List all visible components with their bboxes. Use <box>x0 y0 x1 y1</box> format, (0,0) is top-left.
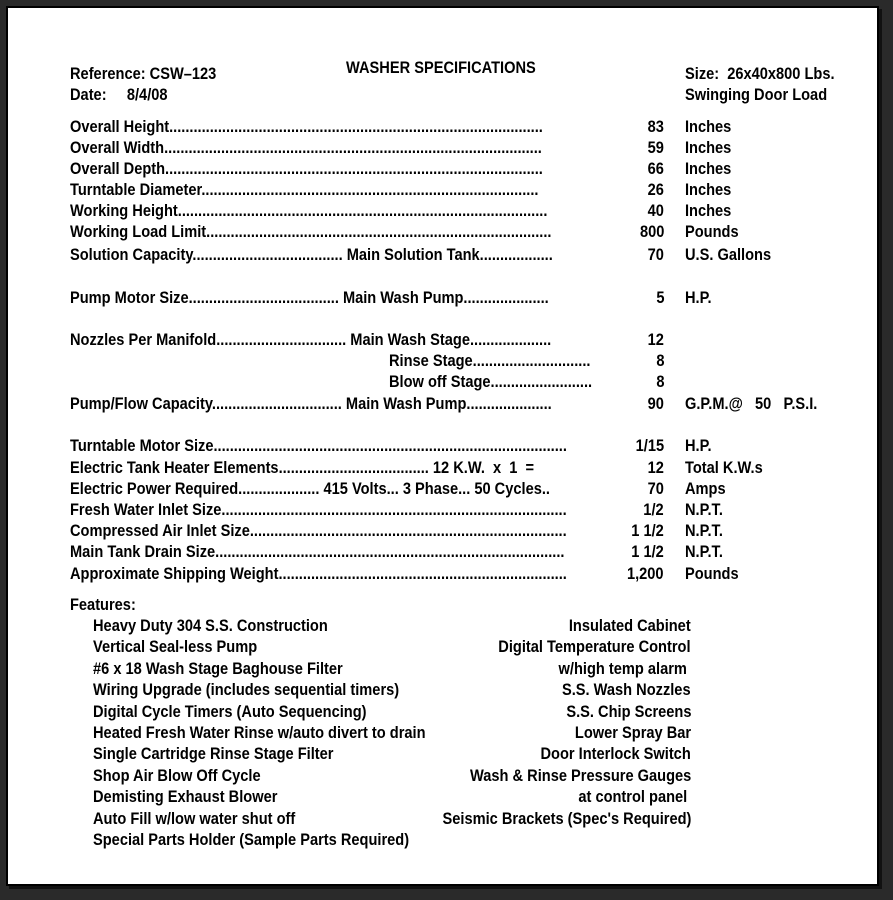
spec-unit: Amps <box>685 479 726 498</box>
spec-unit: G.P.M.@ 50 P.S.I. <box>685 394 818 413</box>
spec-value: 70 <box>647 245 664 264</box>
spec-label: Overall Width............................................................................................. <box>70 138 542 157</box>
spec-label: Fresh Water Inlet Size..................................................................................... <box>70 500 567 519</box>
feature-item: Wiring Upgrade (includes sequential timers) <box>93 680 400 700</box>
feature-item-right: S.S. Chip Screens <box>565 701 691 721</box>
feature-item: Auto Fill w/low water shut off <box>93 808 296 828</box>
spec-unit: N.P.T. <box>685 500 723 519</box>
feature-item-right: Digital Temperature Control <box>498 637 691 657</box>
spec-unit: N.P.T. <box>685 542 723 561</box>
spec-value: 70 <box>647 479 664 498</box>
feature-item-right: Seismic Brackets (Spec's Required) <box>442 808 691 828</box>
spec-value: 1,200 <box>627 564 664 583</box>
spec-label: Working Load Limit..................................................................................... <box>70 222 552 241</box>
feature-item-right: S.S. Wash Nozzles <box>562 680 691 700</box>
spec-label: Turntable Motor Size....................................................................................... <box>70 436 567 455</box>
spec-value: 59 <box>647 138 664 157</box>
feature-item: Vertical Seal-less Pump <box>93 637 258 657</box>
size: Size: 26x40x800 Lbs. <box>685 64 835 83</box>
feature-item: #6 x 18 Wash Stage Baghouse Filter <box>93 658 343 678</box>
spec-value: 83 <box>647 117 664 136</box>
feature-item: Special Parts Holder (Sample Parts Required) <box>93 830 410 849</box>
spec-unit: Pounds <box>685 564 739 583</box>
spec-label: Nozzles Per Manifold................................ Main Wash Stage.................... <box>70 330 552 349</box>
spec-label: Pump Motor Size..................................... Main Wash Pump..................... <box>70 288 549 307</box>
feature-item-right: at control panel <box>578 787 691 807</box>
spec-label: Compressed Air Inlet Size.............................................................................. <box>70 521 567 540</box>
spec-value: 1 1/2 <box>631 521 664 540</box>
feature-item-right: Insulated Cabinet <box>569 616 691 635</box>
reference: Reference: CSW–123 <box>70 64 217 83</box>
spec-label: Pump/Flow Capacity................................ Main Wash Pump..................... <box>70 394 552 413</box>
spec-label: Solution Capacity..................................... Main Solution Tank.................. <box>70 245 553 264</box>
spec-value: 800 <box>639 222 664 241</box>
spec-label: Overall Depth............................................................................................. <box>70 159 543 178</box>
spec-value: 40 <box>647 201 664 220</box>
spec-value: 8 <box>655 372 664 391</box>
page-title: WASHER SPECIFICATIONS <box>346 58 536 77</box>
spec-label: Rinse Stage............................. <box>389 351 591 370</box>
spec-value: 8 <box>655 351 664 370</box>
spec-sheet <box>6 6 879 886</box>
spec-value: 5 <box>655 288 664 307</box>
door-load: Swinging Door Load <box>685 85 828 104</box>
spec-unit: Inches <box>685 159 732 178</box>
spec-label: Electric Power Required.................... 415 Volts... 3 Phase... 50 Cycles.. <box>70 479 550 498</box>
spec-unit: Inches <box>685 201 732 220</box>
spec-unit: N.P.T. <box>685 521 723 540</box>
spec-unit: H.P. <box>685 288 712 307</box>
feature-item: Heated Fresh Water Rinse w/auto divert to drain <box>93 723 426 742</box>
feature-item-right: Wash & Rinse Pressure Gauges <box>469 765 691 785</box>
spec-value: 12 <box>647 458 664 477</box>
feature-item-right: Door Interlock Switch <box>540 744 691 764</box>
feature-item: Heavy Duty 304 S.S. Construction <box>93 616 328 635</box>
spec-label: Electric Tank Heater Elements..................................... 12 K.W. x 1 = <box>70 458 535 477</box>
spec-unit: Inches <box>685 138 732 157</box>
feature-item: Shop Air Blow Off Cycle <box>93 765 261 785</box>
spec-unit: Inches <box>685 180 732 199</box>
spec-unit: Inches <box>685 117 732 136</box>
spec-value: 26 <box>647 180 664 199</box>
spec-label: Working Height........................................................................................... <box>70 201 548 220</box>
feature-item: Single Cartridge Rinse Stage Filter <box>93 744 334 764</box>
spec-value: 1/15 <box>635 436 664 455</box>
spec-value: 1 1/2 <box>631 542 664 561</box>
spec-value: 1/2 <box>643 500 664 519</box>
spec-unit: H.P. <box>685 436 712 455</box>
spec-label: Main Tank Drain Size...................................................................................... <box>70 542 565 561</box>
spec-unit: Pounds <box>685 222 739 241</box>
spec-label: Approximate Shipping Weight....................................................................... <box>70 564 567 583</box>
spec-unit: U.S. Gallons <box>685 245 772 264</box>
spec-value: 66 <box>647 159 664 178</box>
spec-value: 12 <box>647 330 664 349</box>
date: Date: 8/4/08 <box>70 85 168 104</box>
feature-item: Demisting Exhaust Blower <box>93 787 278 807</box>
spec-label: Turntable Diameter................................................................................... <box>70 180 539 199</box>
spec-value: 90 <box>647 394 664 413</box>
features-heading: Features: <box>70 595 136 614</box>
feature-item: Digital Cycle Timers (Auto Sequencing) <box>93 701 367 721</box>
spec-unit: Total K.W.s <box>685 458 763 477</box>
feature-item-right: Lower Spray Bar <box>574 723 691 742</box>
feature-item-right: w/high temp alarm <box>558 658 691 678</box>
spec-label: Overall Height............................................................................................ <box>70 117 543 136</box>
spec-label: Blow off Stage......................... <box>389 372 593 391</box>
